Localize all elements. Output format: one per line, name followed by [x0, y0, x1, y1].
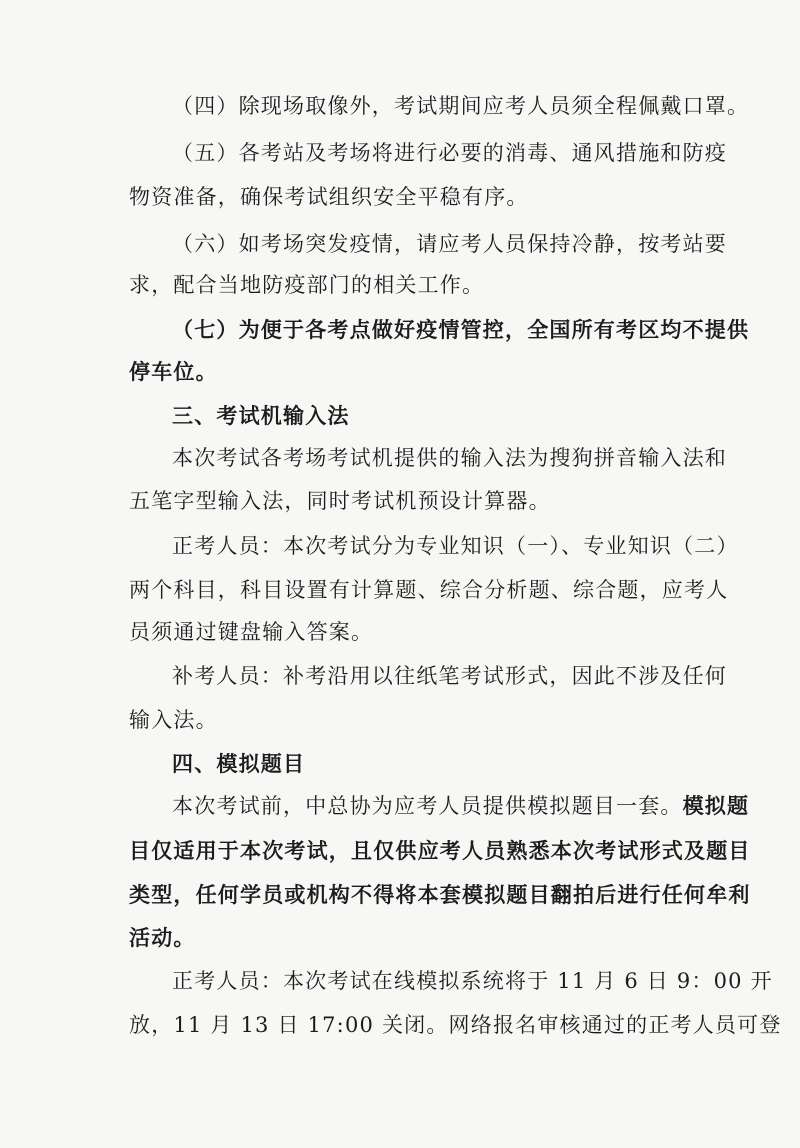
section-3-p3-line-2: 输入法。 [129, 708, 218, 732]
section-3-p1-line-1: 本次考试各考场考试机提供的输入法为搜狗拼音输入法和 [172, 446, 727, 470]
section-3-p1-line-2: 五笔字型输入法，同时考试机预设计算器。 [129, 489, 551, 513]
section-4-p1-normal: 本次考试前，中总协为应考人员提供模拟题目一套。 [172, 794, 683, 818]
section-4-p1-line-1 [0, 792, 800, 820]
section-3-p2-line-2: 两个科目，科目设置有计算题、综合分析题、综合题，应考人 [129, 578, 729, 602]
section-4-p2-line-2: 放，11 月 13 日 17:00 关闭。网络报名审核通过的正考人员可登 [129, 1013, 782, 1037]
item-6-line-2: 求，配合当地防疫部门的相关工作。 [129, 273, 485, 297]
section-3-p3-line-1: 补考人员：补考沿用以往纸笔考试形式，因此不涉及任何 [172, 664, 727, 688]
section-3-p2-line-1: 正考人员：本次考试分为专业知识（一）、专业知识（二） [172, 534, 739, 558]
item-7-line-1: （七）为便于各考点做好疫情管控，全国所有考区均不提供 [172, 318, 750, 342]
item-5-line-2: 物资准备，确保考试组织安全平稳有序。 [129, 185, 529, 209]
section-4-heading: 四、模拟题目 [172, 752, 306, 776]
section-4-p1-line-3: 类型，任何学员或机构不得将本套模拟题目翻拍后进行任何牟利 [129, 883, 751, 907]
section-4-p2-line-1: 正考人员：本次考试在线模拟系统将于 11 月 6 日 9：00 开 [172, 969, 773, 993]
section-4-p1-line-4: 活动。 [129, 926, 196, 950]
item-6-line-1: （六）如考场突发疫情，请应考人员保持冷静，按考站要 [172, 232, 727, 256]
item-4-line: （四）除现场取像外，考试期间应考人员须全程佩戴口罩。 [172, 94, 750, 118]
section-3-p2-line-3: 员须通过键盘输入答案。 [129, 620, 374, 644]
item-7-line-2: 停车位。 [129, 360, 218, 384]
item-5-line-1: （五）各考站及考场将进行必要的消毒、通风措施和防疫 [172, 141, 727, 165]
section-4-p1-bold: 模拟题 [682, 794, 750, 818]
section-3-heading: 三、考试机输入法 [172, 404, 350, 428]
section-4-p1-line-2: 目仅适用于本次考试，且仅供应考人员熟悉本次考试形式及题目 [129, 839, 751, 863]
